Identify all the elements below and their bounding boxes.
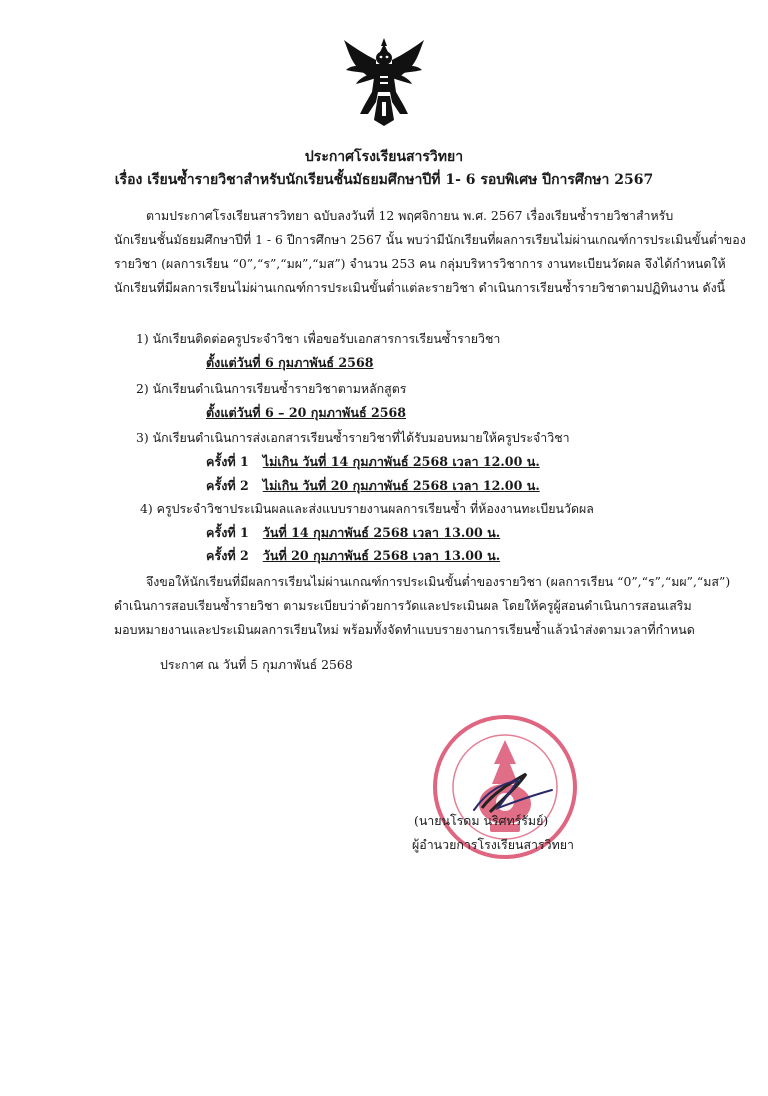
announcement-date: ประกาศ ณ วันที่ 5 กุมภาพันธ์ 2568 xyxy=(160,657,353,672)
round-label: ครั้งที่ 1 xyxy=(206,454,249,469)
step-1-date-text: ตั้งแต่วันที่ 6 กุมภาพันธ์ 2568 xyxy=(206,355,374,370)
step-3-text: 3) นักเรียนดำเนินการส่งเอกสารเรียนซ้ำรายวิชาที่ได้รับมอบหมายให้ครูประจำวิชา xyxy=(136,430,570,445)
step-4-text: 4) ครูประจำวิชาประเมินผลและส่งแบบรายงานผลการเรียนซ้ำ ที่ห้องงานทะเบียนวัดผล xyxy=(140,501,594,516)
round-deadline: ไม่เกิน วันที่ 20 กุมภาพันธ์ 2568 เวลา 12.00 น. xyxy=(262,478,540,493)
round-deadline: วันที่ 20 กุมภาพันธ์ 2568 เวลา 13.00 น. xyxy=(262,548,501,563)
announcement-subject: เรื่อง เรียนซ้ำรายวิชาสำหรับนักเรียนชั้นมัธยมศึกษาปีที่ 1- 6 รอบพิเศษ ปีการศึกษา 2567 xyxy=(114,172,654,188)
intro-line: นักเรียนชั้นมัธยมศึกษาปีที่ 1 - 6 ปีการศึกษา 2567 นั้น พบว่ามีนักเรียนที่ผลการเรียนไม่ผ่านเกณฑ์การประเมินขั้นต่ำของ xyxy=(114,232,746,247)
round-label: ครั้งที่ 2 xyxy=(206,548,249,563)
step-1-date xyxy=(206,353,373,373)
intro-line: นักเรียนที่มีผลการเรียนไม่ผ่านเกณฑ์การประเมินขั้นต่ำแต่ละรายวิชา ดำเนินการเรียนซ้ำรายวิชาตามปฏิทินงาน ดังนี้ xyxy=(114,280,726,295)
step-3-round-1 xyxy=(206,452,540,472)
signer-name: (นายนโรดม นริศทร์รัมย์) xyxy=(414,813,549,828)
step-4-round-2 xyxy=(206,546,500,566)
round-deadline: ไม่เกิน วันที่ 14 กุมภาพันธ์ 2568 เวลา 12.00 น. xyxy=(262,454,540,469)
step-3-round-2 xyxy=(206,476,540,496)
closing-line: จึงขอให้นักเรียนที่มีผลการเรียนไม่ผ่านเกณฑ์การประเมินขั้นต่ำของรายวิชา (ผลการเรียน “0”,“ร”,“มผ”,“มส”) xyxy=(146,574,731,589)
round-deadline: วันที่ 14 กุมภาพันธ์ 2568 เวลา 13.00 น. xyxy=(262,525,501,540)
round-label: ครั้งที่ 2 xyxy=(206,478,249,493)
step-2-date xyxy=(206,403,406,423)
step-2-text: 2) นักเรียนดำเนินการเรียนซ้ำรายวิชาตามหลักสูตร xyxy=(136,381,407,396)
signer-role: ผู้อำนวยการโรงเรียนสารวิทยา xyxy=(412,837,574,852)
step-1-text: 1) นักเรียนติดต่อครูประจำวิชา เพื่อขอรับเอกสารการเรียนซ้ำรายวิชา xyxy=(136,331,501,346)
garuda-emblem-icon xyxy=(342,36,426,128)
round-label: ครั้งที่ 1 xyxy=(206,525,249,540)
intro-paragraph xyxy=(114,204,746,300)
step-4-round-1 xyxy=(206,523,500,543)
closing-line: มอบหมายงานและประเมินผลการเรียนใหม่ พร้อมทั้งจัดทำแบบรายงานการเรียนซ้ำแล้วนำส่งตามเวลาที่กำหนด xyxy=(114,622,695,637)
intro-line: ตามประกาศโรงเรียนสารวิทยา ฉบับลงวันที่ 12 พฤศจิกายน พ.ศ. 2567 เรื่องเรียนซ้ำรายวิชาสำหรับ xyxy=(146,208,674,223)
closing-line: ดำเนินการสอบเรียนซ้ำรายวิชา ตามระเบียบว่าด้วยการวัดและประเมินผล โดยให้ครูผู้สอนดำเนินการสอนเสริม xyxy=(114,598,692,613)
closing-paragraph xyxy=(114,570,731,642)
announcement-title: ประกาศโรงเรียนสารวิทยา xyxy=(304,149,464,165)
intro-line: รายวิชา (ผลการเรียน “0”,“ร”,“มผ”,“มส”) จำนวน 253 คน กลุ่มบริหารวิชาการ งานทะเบียนวัดผล จึงได้กำหนดให้ xyxy=(114,256,726,271)
step-2-date-text: ตั้งแต่วันที่ 6 – 20 กุมภาพันธ์ 2568 xyxy=(206,405,407,420)
